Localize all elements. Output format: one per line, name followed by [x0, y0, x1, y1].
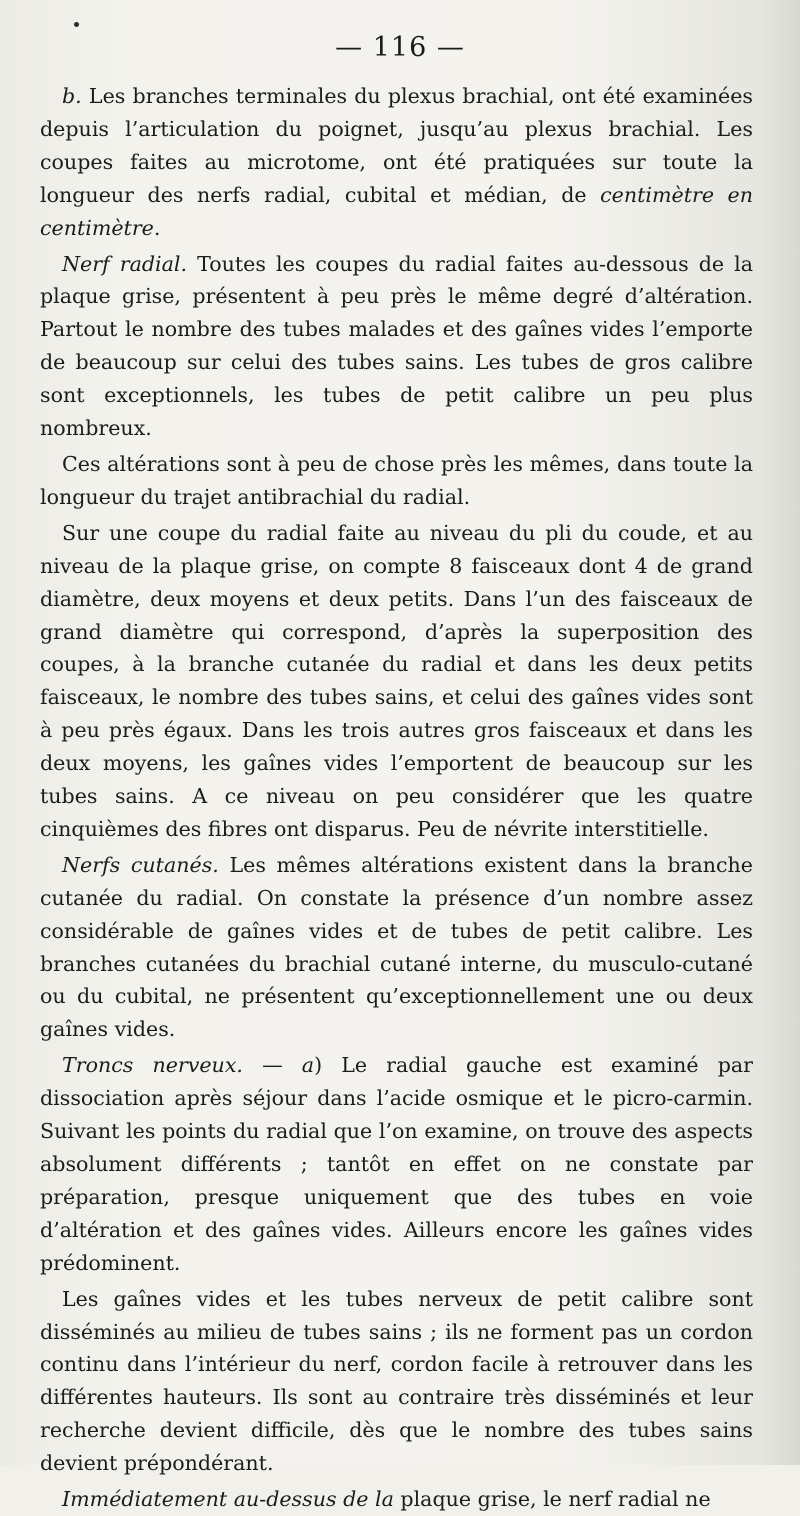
italic-text: centimètre en centimètre	[40, 182, 753, 240]
paragraph	[40, 849, 753, 1046]
text-run: Les mêmes altérations existent dans la branche cutanée du radial. On constate la présence d’un nombre assez considérable de gaînes vides et de tubes de petit calibre. Les branches cutanées du brachial cutané interne, du musculo-cutané ou du cubital, ne présentent qu’exceptionnellement une ou deux gaînes vides.	[40, 852, 753, 1042]
paragraph	[40, 248, 753, 445]
paragraph	[40, 448, 753, 514]
italic-text: a	[301, 1053, 315, 1078]
text-run: Les branches terminales du plexus brachial, ont été examinées depuis l’articulation du poignet, jusqu’au plexus brachial. Les coupes faites au microtome, ont été pratiquées sur toute la longueur des nerfs radial, cubital et médian, de	[40, 84, 753, 207]
page-number: — 116 —	[335, 32, 465, 63]
text-run: Les gaînes vides et les tubes nerveux de petit calibre sont disséminés au milieu de tubes sains ; ils ne forment pas un cordon continu dans l’intérieur du nerf, cordon facile à retrouver dans les différentes hauteurs. Ils sont au contraire très disséminés et leur recherche devient difficile, dès que le nombre des tubes sains devient prépondérant.	[40, 1286, 753, 1476]
paragraph	[40, 80, 753, 245]
text-run: plaque grise, le nerf radial ne	[393, 1487, 711, 1512]
italic-text: Nerfs cutanés.	[62, 852, 219, 877]
text-run: .	[153, 215, 161, 240]
text-run: —	[242, 1053, 302, 1078]
print-speck	[74, 22, 79, 27]
italic-text: Troncs nerveux.	[62, 1053, 243, 1078]
italic-text: Nerf radial.	[62, 251, 188, 276]
text-run: Toutes les coupes du radial faites au-dessous de la plaque grise, présentent à peu près le même degré d’altération. Partout le nombre des tubes malades et des gaînes vides l’emporte de beaucoup sur celui des tubes sains. Les tubes de gros calibre sont exceptionnels, les tubes de petit calibre un peu plus nombreux.	[40, 251, 753, 441]
text-run: Ces altérations sont à peu de chose près les mêmes, dans toute la longueur du trajet antibrachial du radial.	[40, 451, 753, 509]
paragraph	[40, 1049, 753, 1279]
paragraph	[40, 517, 753, 846]
text-run: Sur une coupe du radial faite au niveau du pli du coude, et au niveau de la plaque grise, on compte 8 faisceaux dont 4 de grand diamètre, deux moyens et deux petits. Dans l’un des faisceaux de grand diamètre qui correspond, d’après la superposition des coupes, à la branche cutanée du radial et dans les deux petits faisceaux, le nombre des tubes sains, et celui des gaînes vides sont à peu près égaux. Dans les trois autres gros faisceaux et dans les deux moyens, les gaînes vides l’emportent de beaucoup sur les tubes sains. A ce niveau on peu considérer que les quatre cinquièmes des fibres ont disparus. Peu de névrite interstitielle.	[40, 520, 753, 841]
body-text	[40, 80, 753, 1516]
italic-text: Immédiatement au-dessus de la	[62, 1487, 394, 1512]
text-run: ) Le radial gauche est examiné par dissociation après séjour dans l’acide osmique et le picro-carmin. Suivant les points du radial que l’on examine, on trouve des aspects absolument différents ; tantôt en effet on ne constate par préparation, presque uniquement que des tubes en voie d’altération et des gaînes vides. Ailleurs encore les gaînes vides prédominent.	[40, 1053, 753, 1275]
italic-text: b.	[62, 84, 82, 108]
paragraph	[40, 1283, 753, 1480]
paragraph	[40, 1483, 753, 1516]
